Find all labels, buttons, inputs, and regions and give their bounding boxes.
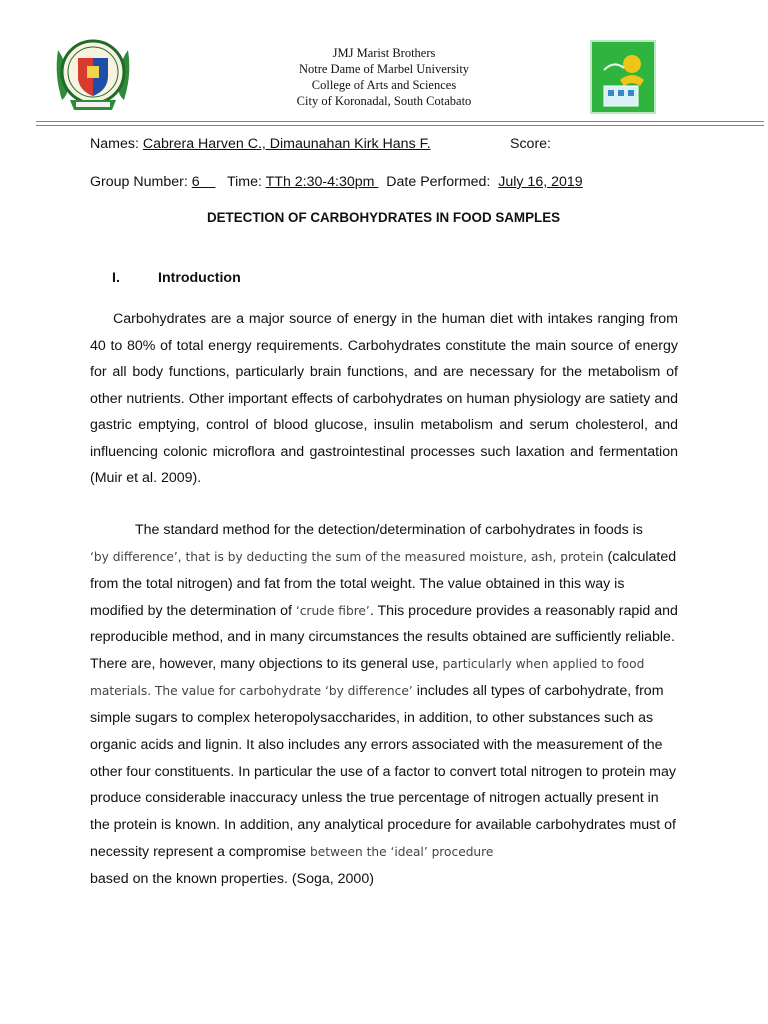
p2-segment-7: includes all types of carbohydrate, from simple sugars to complex heteropolysaccharides, in addition, to other substances such as organic acids and lignin. It also includes any errors associated with the measurement of the other four constituents. In particular the use of a factor to convert total nitrogen to protein may produce considerable inaccuracy unless the true percentage of nitrogen actually present in the protein is known. In addition, any analytical procedure for available carbohydrates must of necessity represent a compromise	[90, 683, 676, 861]
group-line	[90, 174, 583, 190]
names-label: Names:	[90, 136, 143, 152]
score-label: Score:	[510, 136, 552, 152]
header-line-4: City of Koronadal, South Cotabato	[296, 94, 472, 108]
header-rule-bottom	[36, 125, 764, 126]
group-value: 6	[191, 174, 216, 190]
date-value: July 16, 2019	[498, 174, 583, 190]
names-line	[90, 136, 431, 152]
header-line-1: JMJ Marist Brothers	[332, 46, 436, 60]
college-logo	[590, 40, 656, 114]
document-title: DETECTION OF CARBOHYDRATES IN FOOD SAMPLES	[206, 210, 561, 225]
header-line-3: College of Arts and Sciences	[311, 78, 457, 92]
section-number: I.	[112, 270, 120, 286]
p2-segment-1: The standard method for the detection/determination of carbohydrates in foods is	[135, 522, 643, 538]
section-title: Introduction	[158, 270, 241, 286]
university-seal-logo	[52, 30, 134, 120]
intro-paragraph-1: Carbohydrates are a major source of energy in the human diet with intakes ranging from 40 to 80% of total energy requirements. Carbohydrates constitute the main source of energy for all body functions, particularly brain functions, and are necessary for the metabolism of other nutrients. Other important effects of carbohydrates on human physiology are satiety and gastric emptying, control of blood glucose, insulin metabolism and serum cholesterol, and influencing colonic microflora and gastrointestinal processes such laxation and fermentation (Muir et al. 2009).	[90, 311, 678, 486]
time-label: Time:	[226, 174, 266, 190]
institution-header	[200, 45, 568, 109]
p2-segment-4: ‘crude fibre’	[295, 603, 370, 618]
header-rule-top	[36, 121, 764, 122]
header-line-2: Notre Dame of Marbel University	[298, 62, 470, 76]
intro-paragraph-2	[90, 517, 680, 893]
p2-segment-5: . This procedure provides a reasonably rapid and reproducible method, and in many circumstances the results obtained are sufficiently reliable. There are, however, many objections to its general use,	[90, 602, 678, 673]
p2-segment-3: (calculated from the total nitrogen) and fat from the total weight. The value obtained in this way is modified by the determination of	[90, 548, 677, 619]
p2-segment-8: between the ‘ideal’ procedure	[310, 845, 494, 860]
group-label: Group Number:	[90, 174, 192, 190]
p2-segment-9: based on the known properties. (Soga, 2000)	[90, 870, 374, 887]
p2-segment-2: ‘by difference’, that is by deducting the sum of the measured moisture, ash, protein	[90, 549, 604, 564]
time-value: TTh 2:30-4:30pm	[265, 174, 379, 190]
p2-segment-6: particularly when applied to food materials. The value for carbohydrate ‘by difference’	[90, 657, 645, 699]
date-label: Date Performed:	[386, 174, 495, 190]
names-value: Cabrera Harven C., Dimaunahan Kirk Hans F.	[142, 136, 431, 152]
